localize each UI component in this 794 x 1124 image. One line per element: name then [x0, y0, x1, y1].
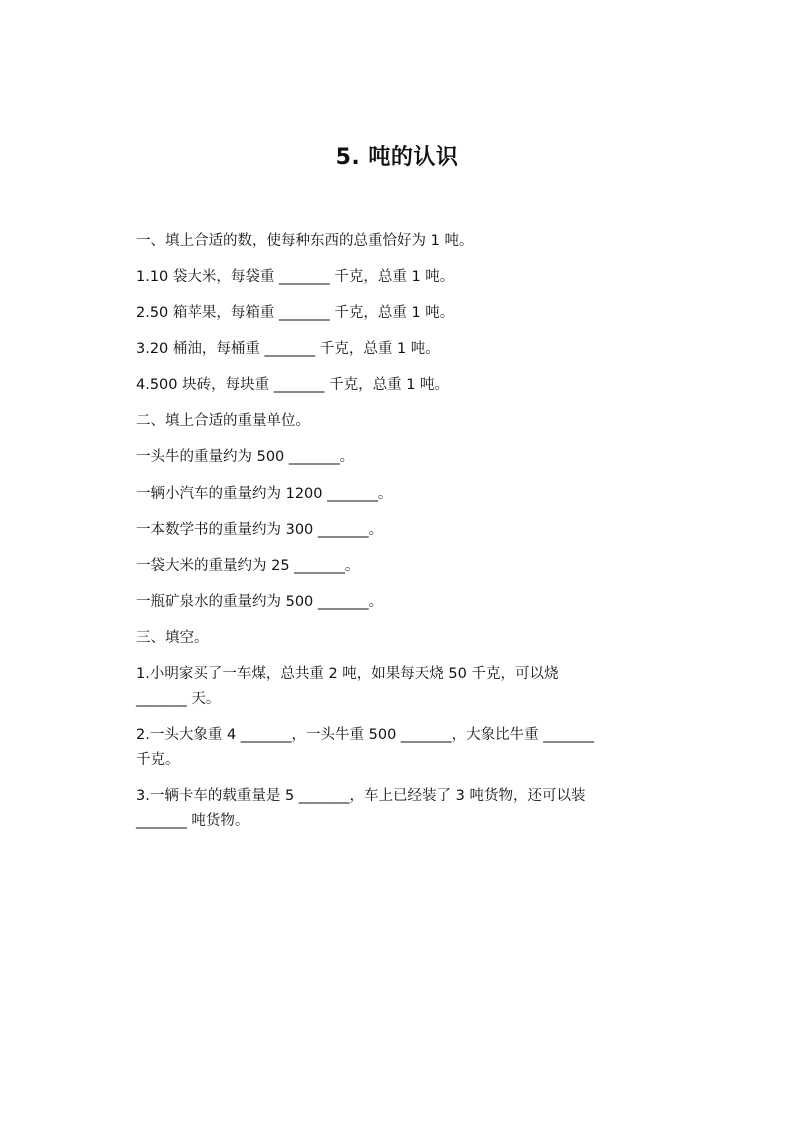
section-3-heading: 三、填空。: [136, 630, 209, 646]
section-2-item-1: 一头牛的重量约为 500 _______。: [136, 449, 355, 465]
section-1-heading: 一、填上合适的数，使每种东西的总重恰好为 1 吨。: [136, 233, 474, 249]
section-2-item-4: 一袋大米的重量约为 25 _______。: [136, 558, 360, 574]
section-3-item-1-line-1: 1.小明家买了一车煤，总共重 2 吨，如果每天烧 50 千克，可以烧: [136, 666, 559, 682]
section-3-item-2-line-1: 2.一头大象重 4 _______，一头牛重 500 _______，大象比牛重 _______: [136, 727, 595, 743]
page-title: 5. 吨的认识: [335, 145, 459, 170]
section-1-item-1: 1.10 袋大米，每袋重 _______ 千克，总重 1 吨。: [136, 269, 455, 285]
section-1-item-2: 2.50 箱苹果，每箱重 _______ 千克，总重 1 吨。: [136, 305, 455, 321]
section-2-item-2: 一辆小汽车的重量约为 1200 _______。: [136, 486, 393, 502]
section-2-heading: 二、填上合适的重量单位。: [136, 413, 310, 429]
section-3-item-3-line-2: _______ 吨货物。: [136, 813, 250, 829]
section-3-item-1-line-2: _______ 天。: [136, 691, 221, 707]
section-3-item-2-line-2: 千克。: [136, 752, 180, 768]
section-2-item-3: 一本数学书的重量约为 300 _______。: [136, 522, 384, 538]
section-2-item-5: 一瓶矿泉水的重量约为 500 _______。: [136, 594, 384, 610]
section-1-item-4: 4.500 块砖，每块重 _______ 千克，总重 1 吨。: [136, 377, 450, 393]
section-1-item-3: 3.20 桶油，每桶重 _______ 千克，总重 1 吨。: [136, 341, 440, 357]
section-3-item-3-line-1: 3.一辆卡车的载重量是 5 _______，车上已经装了 3 吨货物，还可以装: [136, 788, 586, 804]
